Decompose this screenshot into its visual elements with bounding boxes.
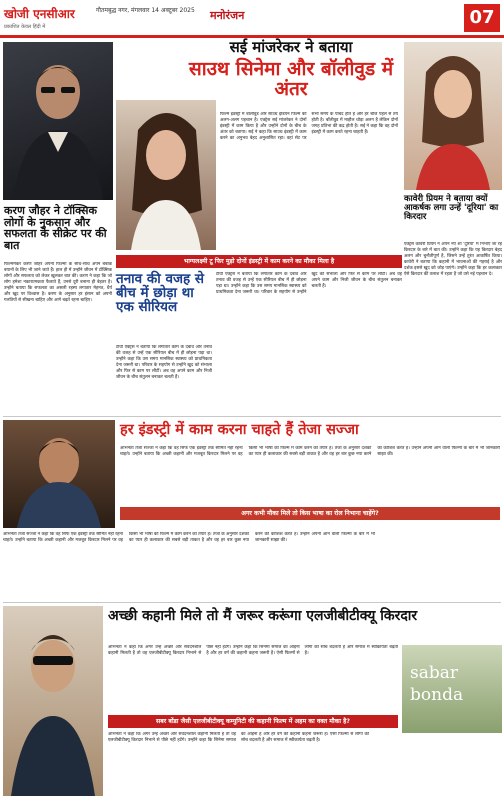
main-body: फिल्म इंडस्ट्री में बॉलीवुड और साउथ इंडियन फिल्म की अलग-अलग पहचान है। एक्ट्रेस सई मांजरेकर ने दोनों इंडस्ट्री में काम किया है और उन्होंने दोनों के बीच के अंतर को बताया। सई ने कहा कि साउथ इंडस्ट्री में काम करने का अनुभव बेहद अनुशासित रहा। वहां सेट पर सभी समय के पाबंद होते हैं और हर चीज पहले से तय होती है। बॉलीवुड में माहौल थोड़ा अलग है लेकिन दोनों जगह प्रतिभा की कद्र होती है। सई ने कहा कि वह दोनों इंडस्ट्री में काम करते रहना चाहती हैं।	[220, 112, 398, 141]
tv-headline: तनाव की वजह से बीच में छोड़ा था एक सीरियल	[116, 271, 204, 316]
kaveri-figure-icon	[404, 42, 502, 190]
kaveri-photo	[404, 42, 502, 190]
issue-date: गौतमबुद्ध नगर, मंगलवार 14 अक्टूबर 2025	[96, 7, 195, 14]
middle-headline: हर इंडस्ट्री में काम करना चाहते हैं तेजा सज्जा	[120, 422, 359, 438]
divider	[3, 416, 501, 417]
bottom-body-2: अभिनेता ने कहा कि अगर उन्हें अच्छी और संवेदनशील कहानी मिलती है तो वह एलजीबीटीक्यू किरदार निभाने से पीछे नहीं हटेंगे। उन्होंने कहा कि सिनेमा समाज का आईना है और हर वर्ग की कहानी कहना जरूरी है। ऐसी फिल्मों से लोगों की सोच बदलती है और समाज में स्वीकार्यता बढ़ती है।	[108, 732, 369, 743]
actor-figure-icon	[3, 606, 103, 796]
tv-subhead-strip: भाग्यलक्ष्मी टू फिर मुड़ो दोनों इंडस्ट्री में काम करने का मौका मिला है	[116, 255, 402, 268]
poster-title-1: sabar	[410, 663, 459, 683]
section-title: मनोरंजन	[210, 9, 245, 22]
sai-photo	[116, 100, 216, 250]
tv-body: टीवी एक्ट्रेस ने बताया कि लगातार काम के दबाव और तनाव की वजह से उन्हें एक सीरियल बीच में ही छोड़ना पड़ा था। उन्होंने कहा कि उस समय मानसिक स्वास्थ्य को प्राथमिकता देना जरूरी था। परिवार के सहयोग से उन्होंने खुद को संभाला और फिर से काम पर लौटीं। अब वह अपने काम और निजी जीवन के बीच संतुलन बनाकर चलती हैं।	[116, 345, 212, 380]
main-headline: साउथ सिनेमा और बॉलीवुड में अंतर	[188, 58, 394, 100]
middle-quote-strip: अगर कभी मौका मिले तो किस भाषा का रोल निभाना चाहेंगे?	[120, 507, 500, 520]
edition-note: प्रकाशित केवल हिंदी में	[4, 24, 46, 30]
karan-figure-icon	[3, 42, 113, 200]
teja-photo	[3, 420, 115, 528]
sabar-bonda-poster	[402, 645, 502, 733]
main-kicker: सई मांजरेकर ने बताया	[229, 38, 353, 56]
bottom-headline: अच्छी कहानी मिले तो मैं जरूर करूंगा एलजीबीटीक्यू किरदार	[108, 608, 418, 624]
left-headline: करण जौहर ने टॉक्सिक लोगों के नुकसान और सफलता के सीक्रेट पर की बात	[4, 204, 107, 252]
bottom-body: अभिनेता ने कहा कि अगर उन्हें अच्छी और संवेदनशील कहानी मिलती है तो वह एलजीबीटीक्यू किरदार निभाने से पीछे नहीं हटेंगे। उन्होंने कहा कि सिनेमा समाज का आईना है और हर वर्ग की कहानी कहना जरूरी है। ऐसी फिल्मों से लोगों की सोच बदलती है और समाज में स्वीकार्यता बढ़ती है।	[108, 645, 398, 656]
middle-body: अभिनेता तेजा सज्जा ने कहा कि वह सिर्फ एक इंडस्ट्री तक सीमित नहीं रहना चाहते। उन्होंने बताया कि अच्छी कहानी और मजबूत किरदार मिलने पर वह किसी भी भाषा की फिल्म में काम करने को तैयार हैं। तेजा के अनुसार दर्शकों का प्यार ही कलाकार की सबसे बड़ी ताकत है और वह हर बार कुछ नया करने की कोशिश करते हैं। उन्होंने अपनी आने वाली फिल्मों के बारे में भी जानकारी साझा की।	[120, 446, 500, 457]
middle-body-2: अभिनेता तेजा सज्जा ने कहा कि वह सिर्फ एक इंडस्ट्री तक सीमित नहीं रहना चाहते। उन्होंने बताया कि अच्छी कहानी और मजबूत किरदार मिलने पर वह किसी भी भाषा की फिल्म में काम करने को तैयार हैं। तेजा के अनुसार दर्शकों का प्यार ही कलाकार की सबसे बड़ी ताकत है और वह हर बार कुछ नया करने की कोशिश करते हैं। उन्होंने अपनी आने वाली फिल्मों के बारे में भी जानकारी साझा की।	[3, 532, 375, 543]
divider-2	[3, 602, 501, 603]
brand-logo: खोजी एनसीआर	[4, 7, 75, 21]
poster-title-2: bonda	[410, 685, 464, 705]
karan-photo	[3, 42, 113, 200]
actor-photo	[3, 606, 103, 796]
teja-figure-icon	[3, 420, 115, 528]
tv-body-col2: टीवी एक्ट्रेस ने बताया कि लगातार काम के दबाव और तनाव की वजह से उन्हें एक सीरियल बीच में ही छोड़ना पड़ा था। उन्होंने कहा कि उस समय मानसिक स्वास्थ्य को प्राथमिकता देना जरूरी था। परिवार के सहयोग से उन्होंने खुद को संभाला और फिर से काम पर लौटीं। अब वह अपने काम और निजी जीवन के बीच संतुलन बनाकर चलती हैं।	[216, 272, 402, 295]
page-number: 07	[464, 4, 500, 32]
right-body: एक्ट्रेस कावेरी प्रियम ने अपने नए शो 'दूरिया' में निभाए जा रहे किरदार के बारे में बात की। उन्होंने कहा कि यह किरदार बेहद अलग और चुनौतीपूर्ण है, जिसने उन्हें तुरंत आकर्षित किया। कावेरी ने बताया कि कहानी में भावनाओं की गहराई है और दर्शक इससे खुद को जोड़ पाएंगे। उन्होंने कहा कि हर कलाकार ऐसे किरदार की तलाश में रहता है जो उसे नई पहचान दे।	[404, 242, 502, 277]
masthead	[0, 0, 504, 38]
right-headline: कावेरी प्रियम ने बताया क्यों आकर्षक लगा उन्हें 'दूरिया' का किरदार	[404, 194, 499, 222]
bottom-quote-strip: सबर बोंडा जैसी एलजीबीटीक्यू कम्युनिटी की कहानी फिल्म में अहम का वक्त मौका है?	[108, 715, 398, 728]
sai-figure-icon	[116, 100, 216, 250]
left-body: फिल्ममेकर करण जौहर अपनी फिल्मों के साथ-साथ अपने बेबाक बयानों के लिए भी जाने जाते हैं। हाल ही में उन्होंने जीवन में टॉक्सिक लोगों और सफलता को लेकर खुलकर बात की। करण ने कहा कि जो लोग हमेशा नकारात्मकता फैलाते हैं, उनसे दूरी बनाना ही बेहतर है। उन्होंने बताया कि सफलता का असली रहस्य लगातार मेहनत, धैर्य और खुद पर विश्वास है। करण के अनुसार हर इंसान को अपनी गलतियों से सीखना चाहिए और आगे बढ़ते रहना चाहिए।	[4, 262, 112, 303]
